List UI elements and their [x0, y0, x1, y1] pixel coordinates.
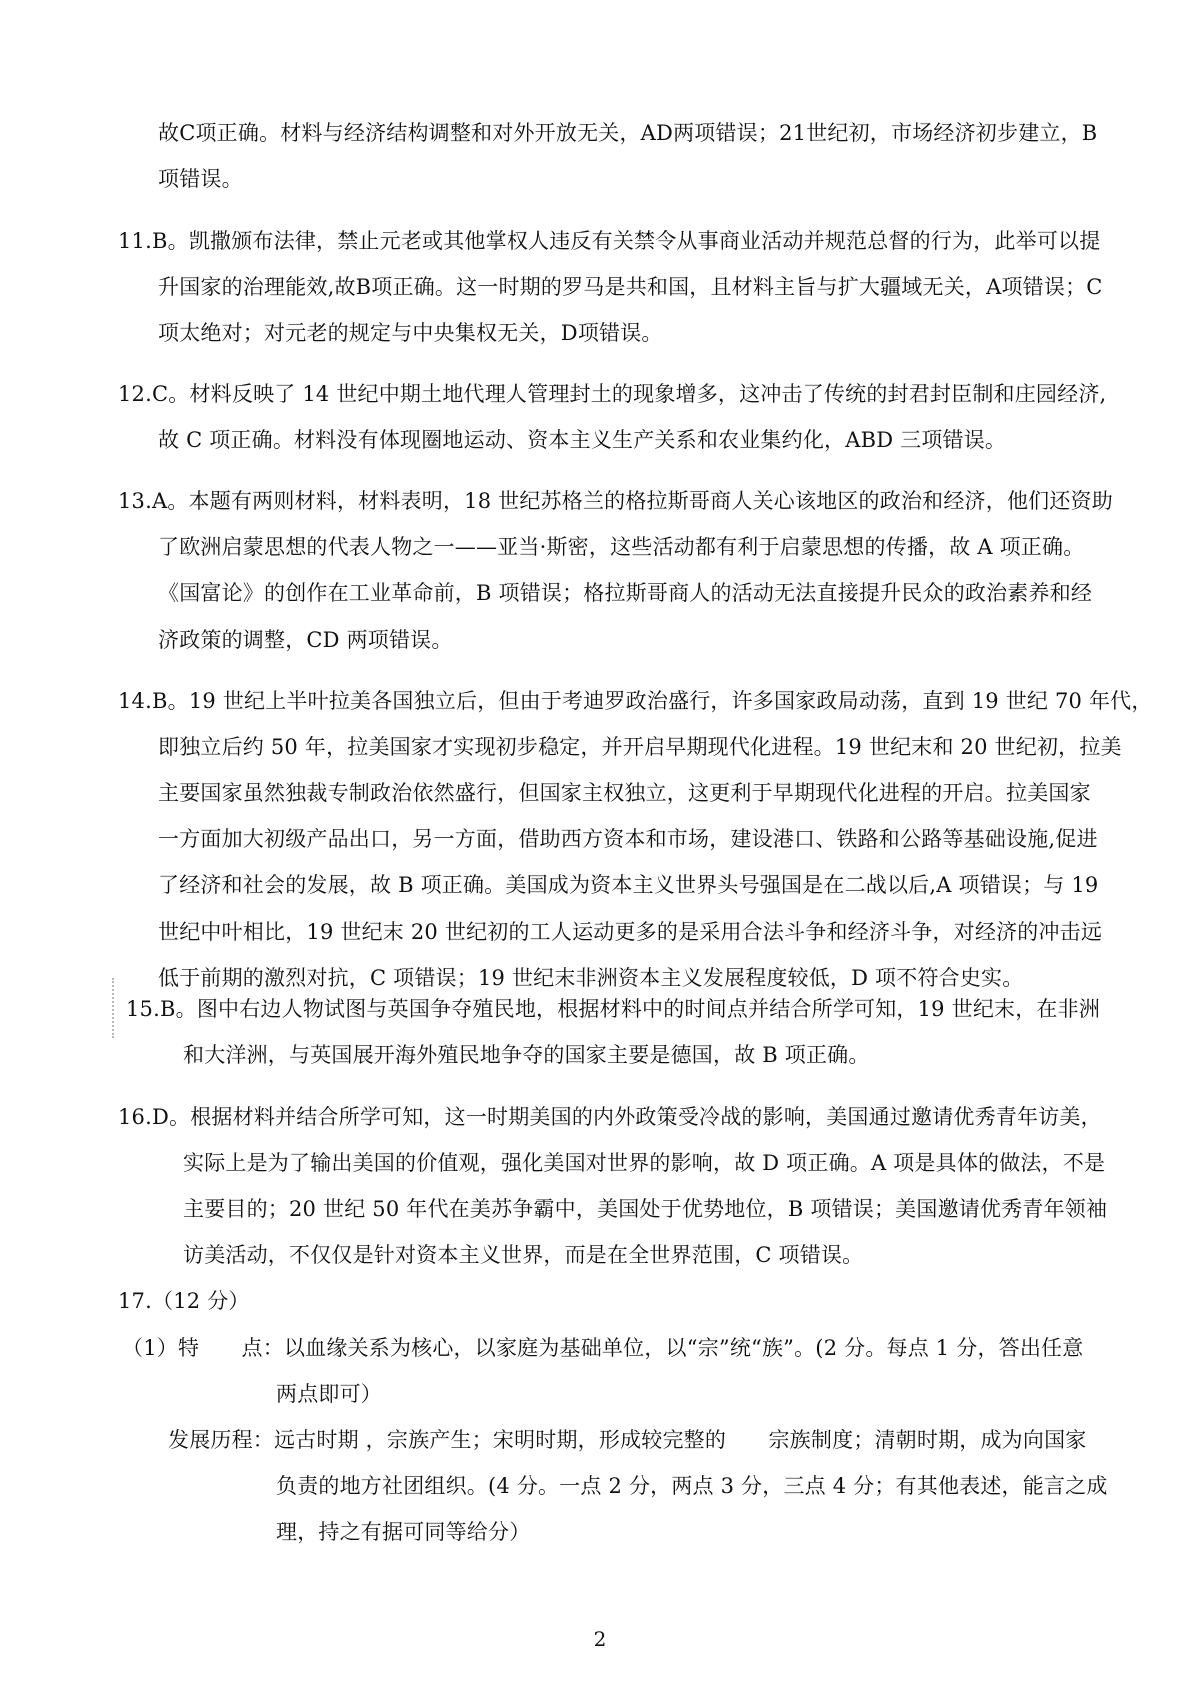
- text-line: 两点即可）: [276, 1382, 382, 1406]
- text-line: 故 C 项正确。材料没有体现圈地运动、资本主义生产关系和农业集约化，ABD 三项错误。: [158, 428, 1007, 452]
- answer-11-line: 11.B。凯撒颁布法律，禁止元老或其他掌权人违反有关禁令从事商业活动并规范总督的行为，此举可以提: [118, 229, 1101, 253]
- answer-16-line: 16.D。根据材料并结合所学可知，这一时期美国的内外政策受冷战的影响，美国通过邀请优秀青年访美，: [118, 1105, 1102, 1129]
- text-line: 了经济和社会的发展，故 B 项正确。美国成为资本主义世界头号强国是在二战以后,A 项错误；与 19: [158, 873, 1099, 897]
- answer-14-line: 14.B。19 世纪上半叶拉美各国独立后，但由于考迪罗政治盛行，许多国家政局动荡，直到 19 世纪 70 年代，: [118, 689, 1153, 713]
- text-line: 济政策的调整，CD 两项错误。: [158, 628, 453, 652]
- text-line: 理，持之有据可同等给分）: [276, 1520, 531, 1544]
- margin-marker: [112, 978, 116, 1038]
- answer-12-line: 12.C。材料反映了 14 世纪中期土地代理人管理封土的现象增多，这冲击了传统的封君封臣制和庄园经济,: [118, 382, 1107, 406]
- text-line: 发展历程：远古时期 ，宗族产生；宋明时期，形成较完整的 宗族制度；清朝时期，成为向国家: [168, 1428, 1087, 1452]
- text-line: 项错误。: [158, 167, 243, 191]
- text-line: 即独立后约 50 年，拉美国家才实现初步稳定，并开启早期现代化进程。19 世纪末和 20 世纪初，拉美: [158, 735, 1122, 759]
- text-line: 升国家的治理能效,故B项正确。这一时期的罗马是共和国，且材料主旨与扩大疆域无关，A项错误；C: [158, 275, 1103, 299]
- text-line: 一方面加大初级产品出口，另一方面，借助西方资本和市场，建设港口、铁路和公路等基础设施,促进: [158, 827, 1098, 851]
- text-line: 主要目的；20 世纪 50 年代在美苏争霸中，美国处于优势地位，B 项错误；美国邀请优秀青年领袖: [183, 1197, 1108, 1221]
- text-line: 了欧洲启蒙思想的代表人物之一——亚当·斯密，这些活动都有利于启蒙思想的传播，故 A 项正确。: [158, 535, 1085, 559]
- text-line: 主要国家虽然独裁专制政治依然盛行，但国家主权独立，这更利于早期现代化进程的开启。拉美国家: [158, 781, 1091, 805]
- text-line: 低于前期的激烈对抗，C 项错误；19 世纪末非洲资本主义发展程度较低，D 项不符合史实。: [158, 966, 1024, 990]
- answer-13-line: 13.A。本题有两则材料，材料表明，18 世纪苏格兰的格拉斯哥商人关心该地区的政治和经济，他们还资助: [118, 489, 1113, 513]
- answer-15-line: 15.B。图中右边人物试图与英国争夺殖民地，根据材料中的时间点并结合所学可知，19 世纪末，在非洲: [126, 997, 1101, 1021]
- text-line: 实际上是为了输出美国的价值观，强化美国对世界的影响，故 D 项正确。A 项是具体的做法，不是: [183, 1151, 1106, 1175]
- text-line: 《国富论》的创作在工业革命前，B 项错误；格拉斯哥商人的活动无法直接提升民众的政治素养和经: [158, 581, 1093, 605]
- answer-17-1-line: （1）特 点：以血缘关系为核心，以家庭为基础单位，以“宗”统“族”。(2 分。每点 1 分，答出任意: [122, 1336, 1084, 1360]
- page-number: 2: [593, 1627, 607, 1651]
- text-line: 和大洋洲，与英国展开海外殖民地争夺的国家主要是德国，故 B 项正确。: [183, 1043, 870, 1067]
- text-line: 世纪中叶相比，19 世纪末 20 世纪初的工人运动更多的是采用合法斗争和经济斗争，对经济的冲击远: [158, 920, 1103, 944]
- text-line: 负责的地方社团组织。(4 分。一点 2 分，两点 3 分，三点 4 分；有其他表述，能言之成: [276, 1474, 1108, 1498]
- text-line: 项太绝对；对元老的规定与中央集权无关，D项错误。: [158, 321, 663, 345]
- text-line: 故C项正确。材料与经济结构调整和对外开放无关，AD两项错误；21世纪初，市场经济初步建立，B: [158, 121, 1098, 145]
- text-line: 访美活动，不仅仅是针对资本主义世界，而是在全世界范围，C 项错误。: [183, 1243, 864, 1267]
- question-17-heading: 17.（12 分）: [118, 1289, 250, 1313]
